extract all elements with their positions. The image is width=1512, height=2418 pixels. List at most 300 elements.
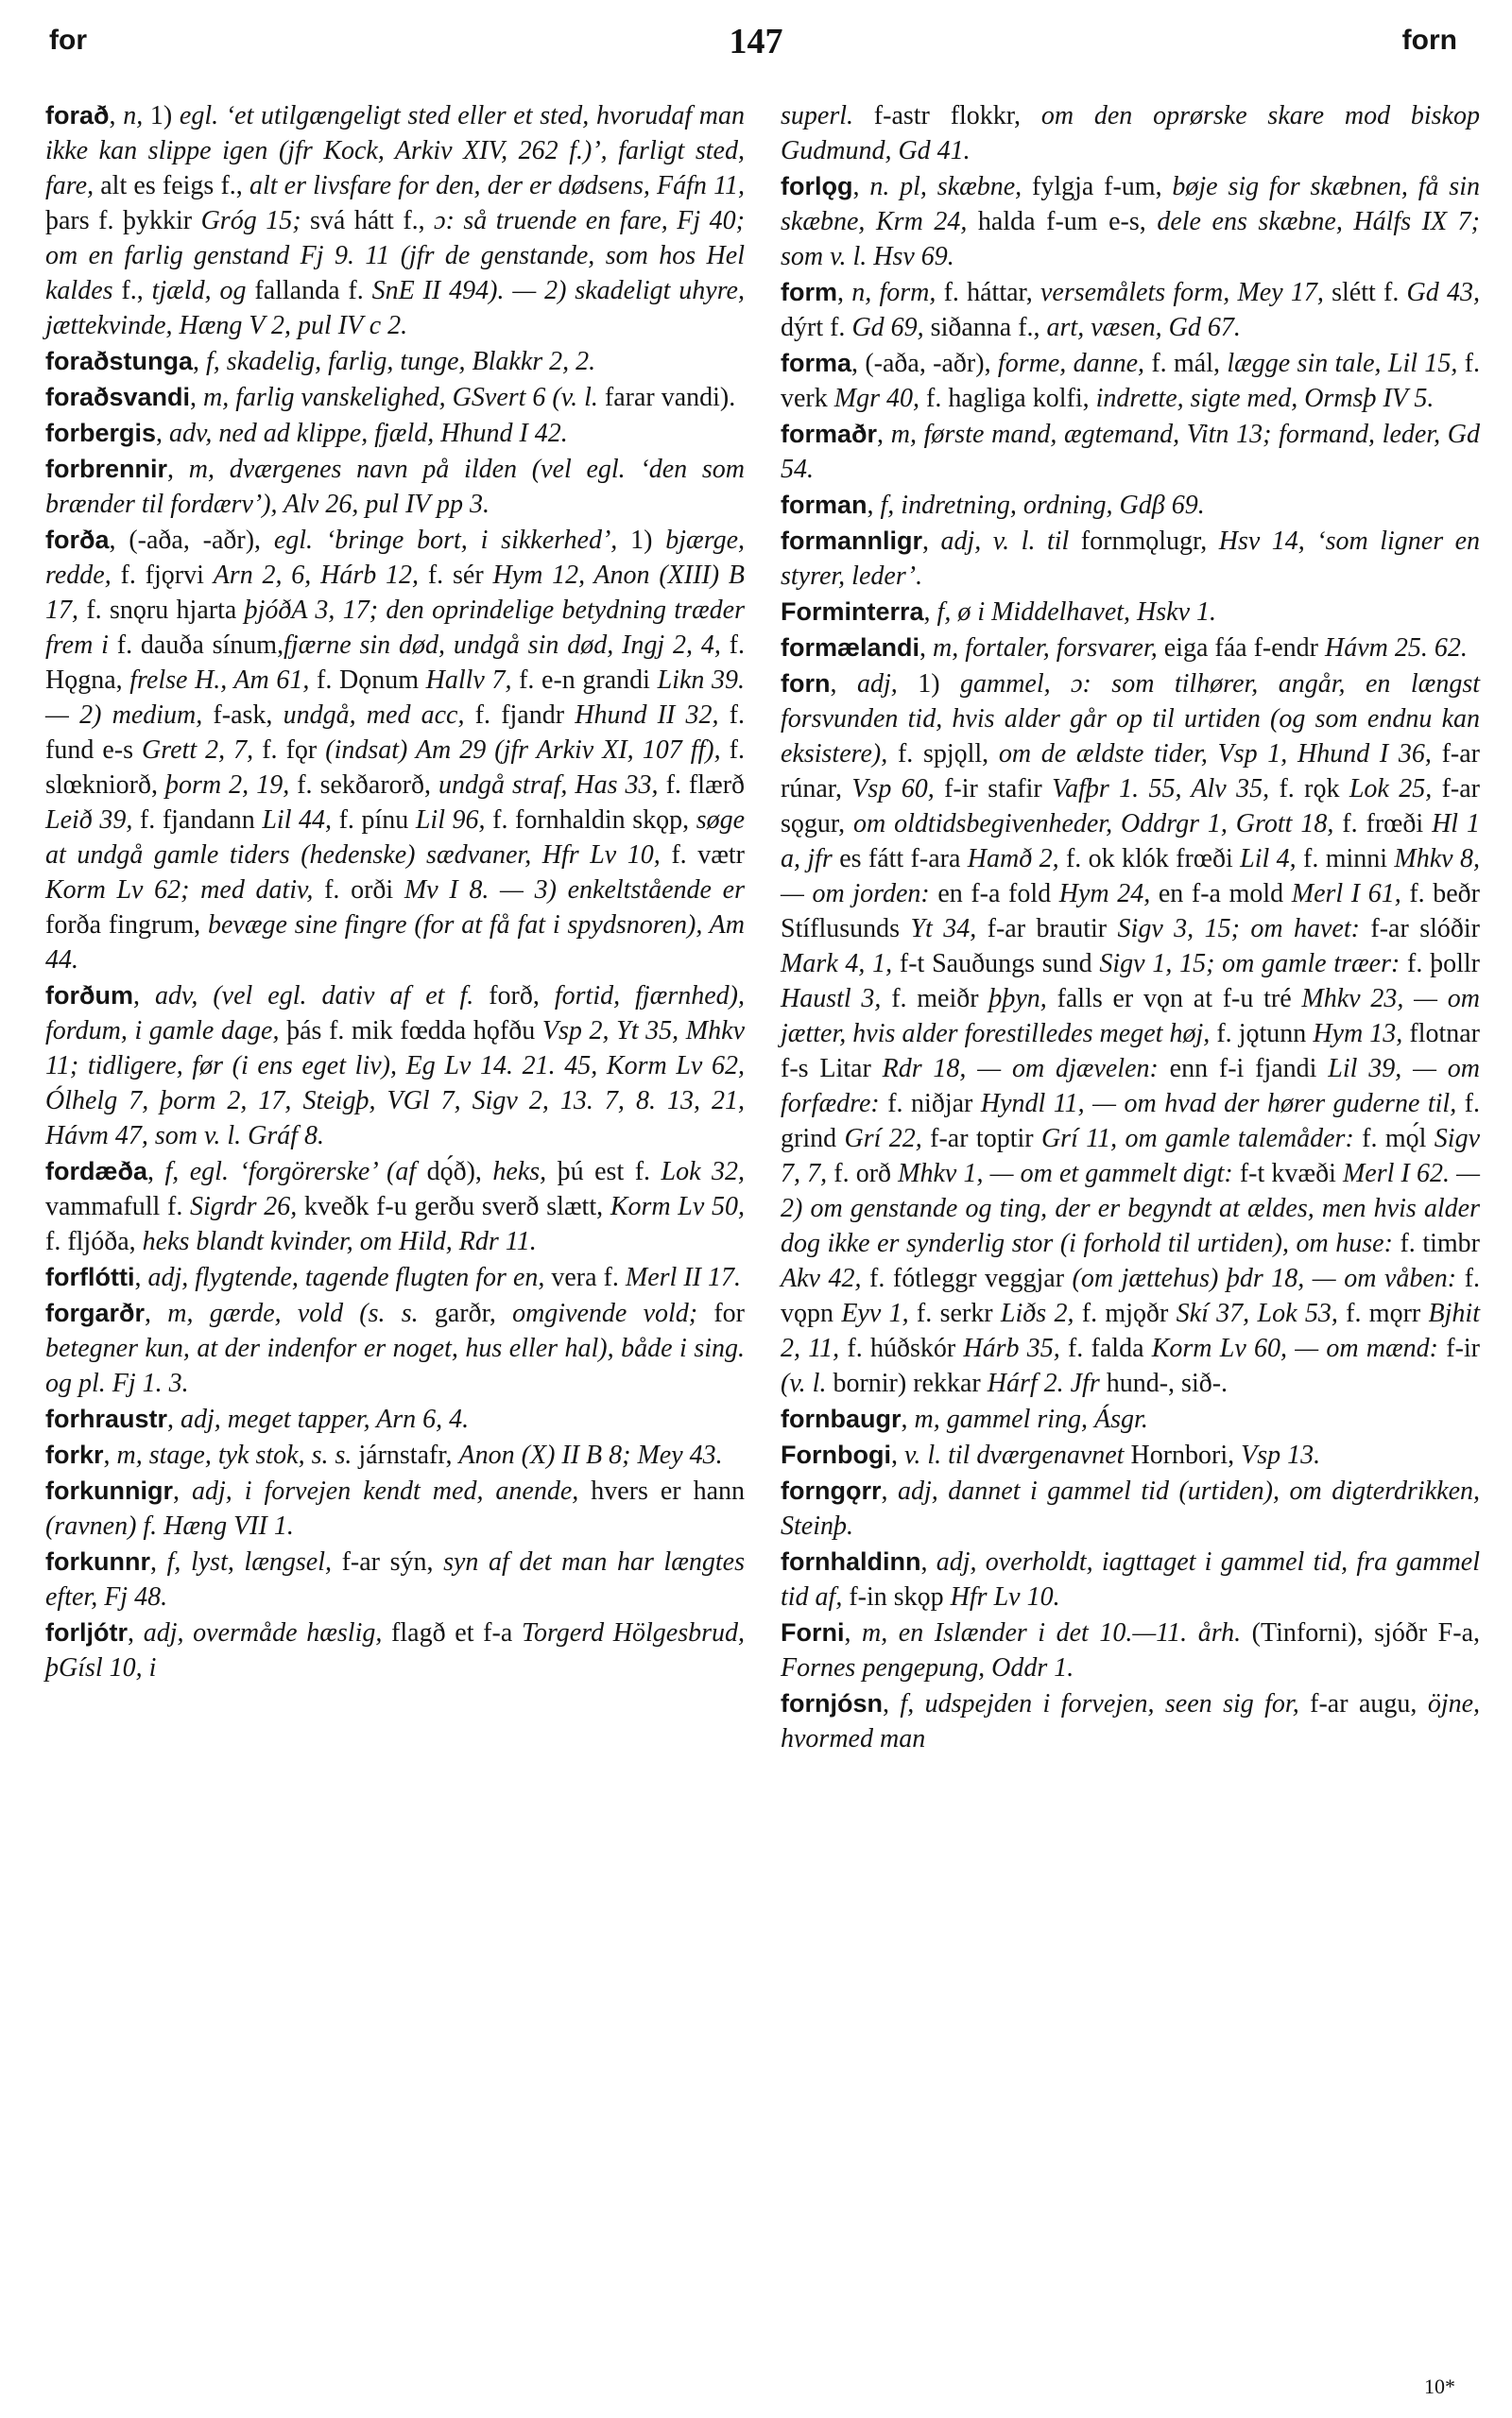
text: f. rǫk xyxy=(1269,774,1349,803)
entry-headword: forað xyxy=(45,101,110,130)
text: Hornbori, xyxy=(1124,1441,1242,1470)
italic-text: n. pl, skæbne, xyxy=(869,172,1022,201)
italic-text: heks blandt kvinder, om Hild, Rdr 11. xyxy=(142,1227,537,1256)
entry-headword: forhraustr xyxy=(45,1405,168,1433)
italic-text: f, indretning, ordning, Gdβ 69. xyxy=(880,491,1205,520)
entry-headword: forðum xyxy=(45,981,133,1010)
text: f. háttar, xyxy=(936,278,1040,307)
italic-text: v. l. til dværgenavnet xyxy=(903,1441,1125,1470)
text: f. fjandann xyxy=(132,805,263,835)
text: f-astr flokkr, xyxy=(853,101,1041,130)
dictionary-entry xyxy=(781,346,1480,416)
italic-text: Hamð 2, xyxy=(967,844,1059,873)
text: f. sekðarorð, xyxy=(289,770,438,800)
text: f-ar sǫgur, xyxy=(781,774,1480,838)
text: f. mál, xyxy=(1144,349,1228,378)
text: f. snǫru hjarta xyxy=(78,596,245,625)
italic-text: Hsv 14, ‘som ligner en styrer, leder’. xyxy=(781,527,1481,591)
text: , xyxy=(167,1405,181,1434)
text: f. mǫ́l xyxy=(1353,1124,1435,1153)
italic-text: Hávm 25. 62. xyxy=(1325,633,1468,663)
italic-text: dele ens skæbne, Hálfs IX 7; som v. l. Hsv 69. xyxy=(781,207,1480,271)
text: þars f. þykkir xyxy=(45,206,201,235)
italic-text: m, dværgenes navn på ilden (vel egl. ‘den som brænder til fordærv’), Alv 26, pul IV pp 3. xyxy=(45,455,745,519)
text: f. orð xyxy=(827,1159,899,1188)
entry-headword: fornhaldinn xyxy=(781,1547,921,1576)
text: slétt f. xyxy=(1323,278,1407,307)
italic-text: egl. ‘et utilgængeligt sted eller et sted, hvorudaf man ikke kan slippe igen (jfr Kock, Arkiv XIV, 262 f.)’, farligt sted, fare, xyxy=(45,101,746,200)
text: f. fund e-s xyxy=(45,700,746,765)
italic-text: superl. xyxy=(781,101,853,130)
text: flotnar f-s Litar xyxy=(781,1019,1481,1083)
right-column xyxy=(781,98,1480,1757)
text: f-ask, xyxy=(202,700,284,730)
dictionary-entry xyxy=(45,380,745,415)
text: fylgja f-um, xyxy=(1022,172,1173,201)
italic-text: Skí 37, Lok 53, xyxy=(1176,1299,1338,1328)
entry-headword: fornbaugr xyxy=(781,1405,902,1433)
italic-text: ɔ: så truende en fare, Fj 40; om en farlig genstand Fj 9. 11 (jfr de genstande, som hos Hel kaldes xyxy=(45,206,745,305)
text: , xyxy=(844,1618,863,1648)
text: , xyxy=(883,1689,901,1719)
dictionary-entry xyxy=(45,452,745,522)
italic-text: Mhkv 1, — om et gammelt digt: xyxy=(898,1159,1233,1188)
text: f. fornhaldin skǫp, xyxy=(485,805,696,835)
dictionary-entry xyxy=(781,1615,1480,1685)
text: eiga fáa f-endr xyxy=(1157,633,1325,663)
text: forða fingrum, xyxy=(45,910,208,940)
text: , xyxy=(890,1441,904,1470)
text: 1) xyxy=(897,669,960,699)
italic-text: Sigv 1, 15; om gamle træer: xyxy=(1099,949,1400,978)
text: f-t Sauðungs sund xyxy=(892,949,1100,978)
text: járnstafr, xyxy=(352,1441,459,1470)
entry-headword: forljótr xyxy=(45,1618,128,1647)
text: falls er vǫn at f-u tré xyxy=(1046,984,1302,1013)
dictionary-entry xyxy=(45,344,745,379)
text: f. minni xyxy=(1296,844,1395,873)
italic-text: Lil 39, — om forfædre: xyxy=(781,1054,1481,1118)
dictionary-entry xyxy=(45,1154,745,1259)
italic-text: omgivende vold; xyxy=(512,1299,698,1328)
italic-text: Lil 96, xyxy=(415,805,486,835)
text: , xyxy=(830,669,857,699)
page-number: 147 xyxy=(729,22,783,61)
italic-text: adv, (vel egl. dativ af et f. xyxy=(154,981,474,1010)
text: f. meiðr xyxy=(881,984,989,1013)
text: , xyxy=(103,1441,117,1470)
text: for xyxy=(697,1299,745,1328)
italic-text: om de ældste tider, Vsp 1, Hhund I 36, xyxy=(998,739,1432,769)
text: f. fjǫrvi xyxy=(111,561,214,590)
printer-signature: 10* xyxy=(1424,2375,1455,2398)
page-header xyxy=(0,0,1512,104)
text: f. beðr Stíflusunds xyxy=(781,879,1481,943)
italic-text: forme, danne, xyxy=(997,349,1145,378)
italic-text: adj, overmåde hæslig, xyxy=(143,1618,383,1648)
text: flagð et f-a xyxy=(382,1618,522,1648)
italic-text: fortid, fjærnhed), fordum, i gamle dage, xyxy=(45,981,745,1045)
italic-text: tjæld, og xyxy=(151,276,247,305)
italic-text: Hárf 2. Jfr xyxy=(987,1369,1100,1398)
text: f. jǫtunn xyxy=(1210,1019,1314,1048)
continued-entry xyxy=(781,98,1480,168)
text: f-ir xyxy=(1438,1334,1480,1363)
text: þú est f. xyxy=(546,1157,662,1186)
left-running-headword: for xyxy=(49,25,87,56)
dictionary-entry xyxy=(45,978,745,1153)
italic-text: adj, meget tapper, Arn 6, 4. xyxy=(180,1405,470,1434)
italic-text: bøje sig for skæbnen, få sin skæbne, Krm 24, xyxy=(781,172,1480,236)
italic-text: (ravnen) f. Hæng VII 1. xyxy=(45,1511,294,1541)
italic-text: søge at undgå gamle tiders (hedenske) sædvaner, Hfr Lv 10, xyxy=(45,805,746,870)
italic-text: adj, v. l. til xyxy=(940,527,1070,556)
italic-text: Mark 4, 1, xyxy=(781,949,893,978)
text: halda f-um e-s, xyxy=(967,207,1158,236)
text: es fátt f-ara xyxy=(832,844,968,873)
italic-text: Gd 69, xyxy=(851,313,924,342)
text: , xyxy=(128,1618,144,1648)
italic-text: Leið 39, xyxy=(45,805,133,835)
dictionary-entry xyxy=(45,1438,745,1473)
text: , xyxy=(852,172,870,201)
italic-text: Lil 4, xyxy=(1240,844,1297,873)
entry-headword: forlǫg xyxy=(781,172,853,200)
entry-headword: forma xyxy=(781,349,852,377)
text: kveðk f-u gerðu sverð slætt, xyxy=(297,1192,610,1221)
text: f. Hǫgna, xyxy=(45,630,745,695)
entry-headword: forflótti xyxy=(45,1263,135,1291)
dictionary-entry xyxy=(781,1402,1480,1437)
italic-text: Likn 39. — 2) medium, xyxy=(45,665,746,730)
text: f. frœði xyxy=(1333,809,1433,838)
text: , xyxy=(150,1547,167,1577)
text: f. ok klók frœði xyxy=(1058,844,1241,873)
text: f. orði xyxy=(313,875,404,905)
italic-text: Yt 34, xyxy=(910,914,977,943)
italic-text: Korm Lv 62; med dativ, xyxy=(45,875,314,905)
text: , xyxy=(190,383,204,412)
italic-text: m, farlig vanskelighed, GSvert 6 (v. l. xyxy=(203,383,598,412)
text: f. sér xyxy=(419,561,493,590)
entry-headword: forngǫrr xyxy=(781,1477,882,1505)
italic-text: Hfr Lv 10. xyxy=(950,1582,1060,1612)
dictionary-entry xyxy=(45,523,745,977)
italic-text: Lok 32, xyxy=(661,1157,745,1186)
italic-text: Vafþr 1. 55, Alv 35, xyxy=(1052,774,1270,803)
italic-text: (om jættehus) þdr 18, — om våben: xyxy=(1072,1264,1457,1293)
entry-headword: forða xyxy=(45,526,110,554)
italic-text: m, en Islænder i det 10.—11. årh. xyxy=(862,1618,1242,1648)
entry-headword: forbrennir xyxy=(45,455,168,483)
text: (Tinforni), sjóðr F-a, xyxy=(1241,1618,1481,1648)
italic-text: adj, dannet i gammel tid (urtiden), om digterdrikken, Steinþ. xyxy=(781,1477,1480,1541)
dictionary-entry xyxy=(781,417,1480,487)
italic-text: undgå straf, Has 33, xyxy=(438,770,659,800)
italic-text: Hl 1 a, jfr xyxy=(781,809,1480,873)
italic-text: Merl II 17. xyxy=(625,1263,741,1292)
text: f-ar slóðir xyxy=(1359,914,1480,943)
italic-text: m, stage, tyk stok, s. s. xyxy=(116,1441,352,1470)
italic-text: Fornes pengepung, Oddr 1. xyxy=(781,1653,1074,1683)
text: hvers er hann xyxy=(578,1477,746,1506)
italic-text: syn af det man har længtes efter, Fj 48. xyxy=(45,1547,745,1612)
text: f. fjandr xyxy=(464,700,576,730)
italic-text: m, gærde, vold (s. s. xyxy=(167,1299,419,1328)
italic-text: f, skadelig, farlig, tunge, Blakkr 2, 2. xyxy=(206,347,596,376)
italic-text: Akv 42, xyxy=(781,1264,862,1293)
entry-headword: formælandi xyxy=(781,633,920,662)
text: f. verk xyxy=(781,349,1480,413)
text: f. fǫr xyxy=(253,735,326,765)
text: f. niðjar xyxy=(879,1089,981,1118)
text: f-in skǫp xyxy=(842,1582,951,1612)
text: , xyxy=(877,420,891,449)
italic-text: Gd 43, xyxy=(1406,278,1480,307)
italic-text: n, form, xyxy=(851,278,936,307)
right-running-headword: forn xyxy=(1401,25,1457,56)
text: , xyxy=(173,1477,192,1506)
text: , xyxy=(145,1299,168,1328)
text: f. timbr xyxy=(1392,1229,1480,1258)
italic-text: Grí 11, om gamle talemåder: xyxy=(1040,1124,1354,1153)
text: fornmǫlugr, xyxy=(1069,527,1219,556)
italic-text: öjne, hvormed man xyxy=(781,1689,1481,1753)
text: , xyxy=(193,347,207,376)
text: , xyxy=(167,455,189,484)
text: f-ar toptir xyxy=(921,1124,1041,1153)
text: , xyxy=(881,1477,898,1506)
text: bornir) rekkar xyxy=(826,1369,988,1398)
text: f. fljóða, xyxy=(45,1227,143,1256)
italic-text: m, fortaler, forsvarer, xyxy=(933,633,1158,663)
text: f. spjǫll, xyxy=(887,739,999,769)
text: siðanna f., xyxy=(923,313,1047,342)
text: dýrt f. xyxy=(781,313,852,342)
italic-text: Sigv 3, 15; om havet: xyxy=(1117,914,1360,943)
text: vera f. xyxy=(544,1263,626,1292)
italic-text: om oldtidsbegivenheder, Oddrgr 1, Grott 18, xyxy=(853,809,1334,838)
italic-text: þþyn, xyxy=(988,984,1047,1013)
dictionary-entry xyxy=(45,416,745,451)
italic-text: gammel, ɔ: som tilhører, angår, en længst forsvunden tid, hvis alder går op til urtiden (og som endnu kan eksistere), xyxy=(781,669,1481,769)
entry-headword: forn xyxy=(781,669,831,698)
text: , xyxy=(867,491,881,520)
italic-text: betegner kun, at der indenfor er noget, hus eller hal), både i sing. og pl. Fj 1. 3. xyxy=(45,1334,745,1398)
text: , xyxy=(109,101,124,130)
italic-text: Gróg 15; xyxy=(200,206,301,235)
entry-headword: forkr xyxy=(45,1441,104,1469)
text: 1) xyxy=(143,101,180,130)
italic-text: SnE II 494). — 2) skadeligt uhyre, jættekvinde, Hæng V 2, pul IV c 2. xyxy=(45,276,745,340)
italic-text: Sigrdr 26, xyxy=(190,1192,298,1221)
text: , xyxy=(901,1405,915,1434)
entry-headword: foraðstunga xyxy=(45,347,194,375)
text: forð, xyxy=(473,981,555,1010)
dictionary-entry xyxy=(781,666,1480,1401)
italic-text: bevæge sine fingre (for at få fat i spydsnoren), Am 44. xyxy=(45,910,745,975)
italic-text: Mgr 40, xyxy=(833,384,919,413)
text: f. mjǫðr xyxy=(1074,1299,1177,1328)
italic-text: lægge sin tale, Lil 15, xyxy=(1227,349,1458,378)
dictionary-entry xyxy=(45,1615,745,1685)
text: f. falda xyxy=(1059,1334,1152,1363)
italic-text: Anon (X) II B 8; Mey 43. xyxy=(458,1441,723,1470)
italic-text: fjærne sin død, undgå sin død, Ingj 2, 4, xyxy=(284,630,721,660)
italic-text: Bjhit 2, 11, xyxy=(781,1299,1480,1363)
entry-headword: forbergis xyxy=(45,419,157,447)
text: alt es feigs f., xyxy=(94,171,249,200)
italic-text: Mv I 8. — 3) enkeltstående er xyxy=(404,875,745,905)
italic-text: undgå, med acc, xyxy=(283,700,465,730)
text: vammafull f. xyxy=(45,1192,191,1221)
italic-text: Hyndl 11, — om hvad der hører guderne til, xyxy=(980,1089,1457,1118)
text: svá hátt f., xyxy=(301,206,435,235)
italic-text: Haustl 3, xyxy=(781,984,882,1013)
text: f., xyxy=(112,276,152,305)
text: f. húðskór xyxy=(839,1334,964,1363)
dictionary-entry xyxy=(781,169,1480,274)
text: , xyxy=(923,597,937,627)
italic-text: m, første mand, ægtemand, Vitn 13; formand, leder, Gd 54. xyxy=(781,420,1481,484)
italic-text: Hym 13, xyxy=(1313,1019,1403,1048)
text: , xyxy=(134,1263,148,1292)
italic-text: f, udspejden i forvejen, seen sig for, xyxy=(900,1689,1299,1719)
italic-text: Eyv 1, xyxy=(841,1299,909,1328)
text: f. mǫrr xyxy=(1337,1299,1429,1328)
text: f-ar sýn, xyxy=(332,1547,444,1577)
dictionary-entry xyxy=(45,1545,745,1615)
italic-text: Merl I 61, xyxy=(1291,879,1401,908)
italic-text: n, xyxy=(123,101,144,130)
italic-text: Hárb 35, xyxy=(963,1334,1060,1363)
text: fallanda f. xyxy=(246,276,372,305)
italic-text: (v. l. xyxy=(781,1369,827,1398)
text: en f-a mold xyxy=(1150,879,1292,908)
dictionary-entry xyxy=(781,1686,1480,1756)
italic-text: Korm Lv 50, xyxy=(610,1192,745,1221)
text: f. dauða sínum, xyxy=(108,630,284,660)
italic-text: bjærge, redde, xyxy=(45,526,745,590)
text: f-t kvæði xyxy=(1232,1159,1343,1188)
text: enn f-i fjandi xyxy=(1158,1054,1329,1083)
text: , xyxy=(147,1157,165,1186)
italic-text: adv, ned ad klippe, fjæld, Hhund I 42. xyxy=(169,419,568,448)
italic-text: Merl I 62. — 2) om genstande og ting, der er begyndt at ældes, men hvis alder dog ikke er synderlig stor (i forhold til urtiden), om huse: xyxy=(781,1159,1481,1258)
entry-headword: forman xyxy=(781,491,868,519)
text: f. pínu xyxy=(332,805,416,835)
text: f. hagliga kolfi, xyxy=(919,384,1096,413)
text: þás f. mik fœdda hǫfðu xyxy=(279,1016,542,1045)
italic-text: Hym 24, xyxy=(1058,879,1151,908)
italic-text: Mhkv 23, — om jætter, hvis alder forestilledes meget høj, xyxy=(781,984,1480,1048)
dictionary-entry xyxy=(781,1474,1480,1544)
entry-headword: forkunnigr xyxy=(45,1477,173,1505)
italic-text: Sigv 7, 7, xyxy=(781,1124,1481,1188)
italic-text: f, egl. ‘forgörerske’ (af xyxy=(164,1157,417,1186)
text: f. þollr xyxy=(1400,949,1480,978)
entry-headword: formaðr xyxy=(781,420,878,448)
left-column xyxy=(45,98,745,1686)
italic-text: Rdr 18, — om djævelen: xyxy=(882,1054,1159,1083)
italic-text: Vsp 60, xyxy=(851,774,935,803)
text: farar vandi). xyxy=(597,383,736,412)
italic-text: heks, xyxy=(492,1157,547,1186)
italic-text: adj, flygtende, tagende flugten for en, xyxy=(147,1263,545,1292)
text: f. flærð xyxy=(658,770,746,800)
text: f-ar brautir xyxy=(976,914,1118,943)
entry-headword: Forni xyxy=(781,1618,845,1647)
dictionary-entry xyxy=(781,524,1480,594)
text: en f-a fold xyxy=(929,879,1059,908)
text: f. e-n grandi xyxy=(511,665,658,695)
italic-text: adj, xyxy=(856,669,898,699)
text: f. slœkniorð, xyxy=(45,735,745,800)
italic-text: adj, i forvejen kendt med, anende, xyxy=(191,1477,579,1506)
entry-headword: formannligr xyxy=(781,527,923,555)
italic-text: m, gammel ring, Ásgr. xyxy=(914,1405,1148,1434)
italic-text: frelse H., Am 61, xyxy=(129,665,310,695)
italic-text: Torgerd Hölgesbrud, þGísl 10, i xyxy=(45,1618,745,1683)
dictionary-entry xyxy=(781,275,1480,345)
entry-headword: forkunnr xyxy=(45,1547,150,1576)
dictionary-entry xyxy=(781,488,1480,523)
text: f. serkr xyxy=(908,1299,1001,1328)
text: , (-aða, -aðr), xyxy=(851,349,998,378)
italic-text: Liðs 2, xyxy=(1000,1299,1074,1328)
italic-text: Vsp 2, Yt 35, Mhkv 11; tidligere, før (i ens eget liv), Eg Lv 14. 21. 45, Korm Lv 62, Ólhelg 7, þorm 2, 17, Steigþ, VGl 7, Sigv 2, 13. 7, 8. 13, 21, Hávm 47, som v. l. Gráf 8. xyxy=(45,1016,745,1150)
italic-text: Vsp 13. xyxy=(1241,1441,1321,1470)
text: f-ir stafir xyxy=(934,774,1053,803)
text: f-ar rúnar, xyxy=(781,739,1480,803)
entry-headword: form xyxy=(781,278,837,306)
italic-text: þorm 2, 19, xyxy=(165,770,290,800)
italic-text: f, lyst, længsel, xyxy=(166,1547,332,1577)
text: , xyxy=(919,633,934,663)
entry-headword: Fornbogi xyxy=(781,1441,891,1469)
text: f. fótleggr veggjar xyxy=(861,1264,1073,1293)
entry-headword: fordæða xyxy=(45,1157,147,1185)
italic-text: Arn 2, 6, Hárb 12, xyxy=(213,561,420,590)
text: hund-, sið-. xyxy=(1099,1369,1228,1398)
italic-text: Grí 22, xyxy=(844,1124,922,1153)
italic-text: om den oprørske skare mod biskop Gudmund, Gd 41. xyxy=(781,101,1480,165)
dictionary-entry xyxy=(45,1402,745,1437)
italic-text: versemålets form, Mey 17, xyxy=(1040,278,1324,307)
italic-text: Lil 44, xyxy=(262,805,333,835)
text: , xyxy=(922,527,941,556)
italic-text: adj, overholdt, iagttaget i gammel tid, fra gammel tid af, xyxy=(781,1547,1480,1612)
italic-text: indrette, sigte med, Ormsþ IV 5. xyxy=(1095,384,1435,413)
text: f. vætr xyxy=(660,840,746,870)
italic-text: alt er livsfare for den, der er dødsens, Fáfn 11, xyxy=(249,171,746,200)
italic-text: f, ø i Middelhavet, Hskv 1. xyxy=(936,597,1217,627)
dictionary-entry xyxy=(45,1296,745,1401)
italic-text: Hym 12, Anon (XIII) B 17, xyxy=(45,561,745,625)
text: f. grind xyxy=(781,1089,1481,1153)
entry-headword: fornjósn xyxy=(781,1689,883,1718)
entry-headword: forgarðr xyxy=(45,1299,146,1327)
entry-headword: foraðsvandi xyxy=(45,383,191,411)
text: f. Dǫnum xyxy=(309,665,426,695)
italic-text: Lok 25, xyxy=(1349,774,1433,803)
text: f. vǫpn xyxy=(781,1264,1480,1328)
text: , xyxy=(920,1547,936,1577)
italic-text: (indsat) Am 29 (jfr Arkiv XI, 107 ff), xyxy=(325,735,721,765)
dictionary-entry xyxy=(781,630,1480,665)
text: , xyxy=(132,981,155,1010)
italic-text: egl. ‘bringe bort, i sikkerhed’, xyxy=(273,526,618,555)
